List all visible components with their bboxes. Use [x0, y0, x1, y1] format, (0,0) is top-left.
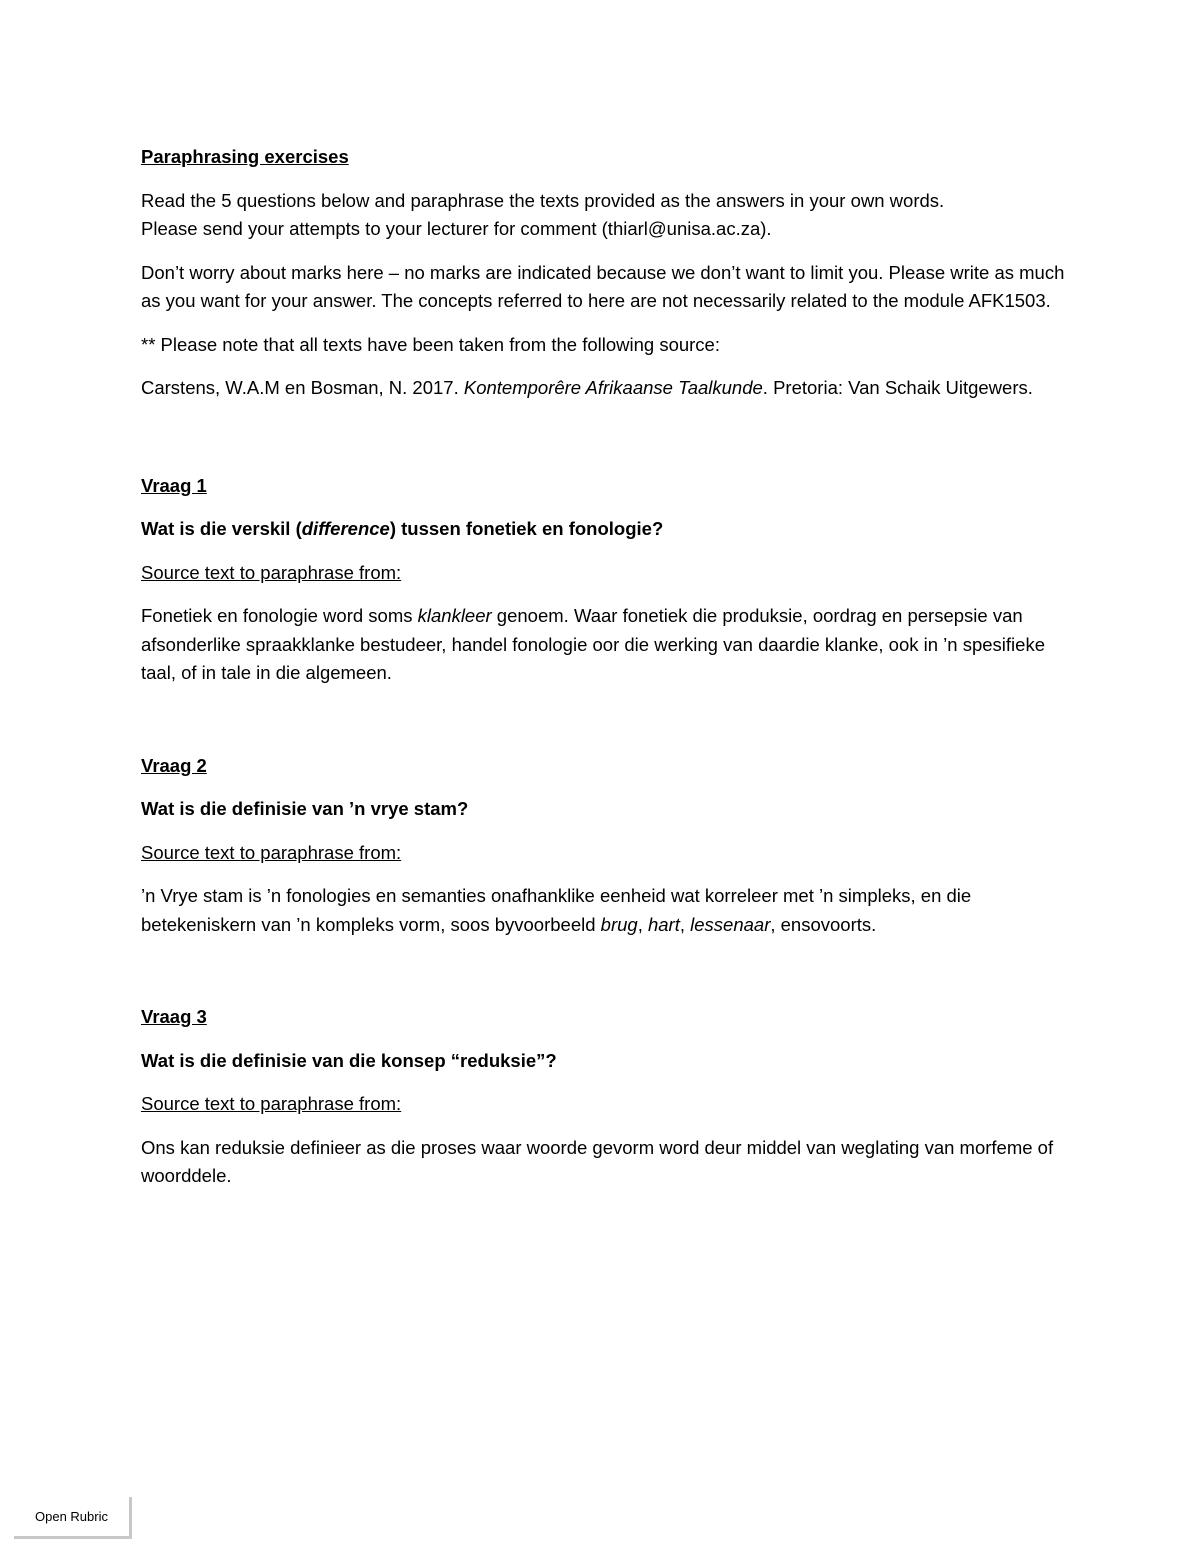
q2-sep-2: ,: [679, 913, 691, 935]
question-3-text: Wat is die definisie van die konsep “reduksie”?: [141, 1049, 557, 1071]
question-3-source-text: Ons kan reduksie definieer as die proses waar woorde gevorm word deur middel van weglating van morfeme of woorddele.: [141, 1136, 1054, 1186]
q1-text-italic: klankleer: [417, 605, 492, 626]
question-2-source-text: [141, 882, 1071, 939]
question-2-heading: Vraag 2: [141, 754, 207, 776]
q2-text-end: , ensovoorts.: [770, 913, 877, 935]
page-title: Paraphrasing exercises: [141, 146, 349, 167]
intro-line-1: Read the 5 questions below and paraphrase the texts provided as the answers in your own words.: [141, 189, 945, 211]
question-1-source-text: [141, 602, 1071, 688]
q2-example-2: hart: [647, 913, 680, 935]
question-2: [141, 752, 1071, 940]
question-3-source-label: Source text to paraphrase from:: [141, 1093, 402, 1114]
question-1: [141, 472, 1071, 688]
question-1-text: [141, 515, 1071, 544]
q2-sep-1: ,: [637, 913, 648, 935]
marks-note: Don’t worry about marks here – no marks are indicated because we don’t want to limit you. Please write as much as you want for your answer. The concepts referred to here are not necessarily related to the module AFK1503.: [141, 261, 1065, 311]
source-note: ** Please note that all texts have been taken from the following source:: [141, 333, 720, 355]
question-3-heading: Vraag 3: [141, 1006, 207, 1027]
question-3: [141, 1003, 1071, 1191]
q2-example-3: lessenaar: [690, 913, 771, 935]
document-body: [141, 143, 1071, 1206]
q1-text-end: genoem. Waar fonetiek die produksie, oordrag en persepsie van afsonderlike spraakklanke bestudeer, handel fonologie oor die werking van daardie klanke, ook in ’n spesifieke taal, of in tale in die algemeen.: [141, 605, 1045, 683]
question-1-source-label: Source text to paraphrase from:: [141, 561, 402, 583]
citation-book-title: Kontemporêre Afrikaanse Taalkunde: [463, 377, 763, 398]
question-1-text-start: Wat is die verskil (: [141, 518, 302, 539]
citation-publisher: . Pretoria: Van Schaik Uitgewers.: [762, 377, 1033, 398]
q1-text-start: Fonetiek en fonologie word soms: [141, 605, 418, 626]
intro-line-2: Please send your attempts to your lecturer for comment (thiarl@unisa.ac.za).: [141, 218, 772, 239]
question-1-heading: Vraag 1: [141, 474, 207, 496]
question-2-source-label: Source text to paraphrase from:: [141, 841, 402, 863]
citation: [141, 374, 1071, 403]
q2-example-1: brug: [600, 913, 638, 935]
q2-text-start: ’n Vrye stam is ’n fonologies en semanties onafhanklike eenheid wat korreleer met ’n simpleks, en die betekeniskern van ’n kompleks vorm, soos byvoorbeeld: [141, 885, 972, 935]
question-1-text-end: ) tussen fonetiek en fonologie?: [389, 518, 664, 539]
intro-paragraph: [141, 187, 1071, 244]
question-1-text-italic: difference: [301, 518, 390, 539]
open-rubric-button[interactable]: Open Rubric: [14, 1497, 132, 1539]
question-2-text: Wat is die definisie van ’n vrye stam?: [141, 798, 469, 819]
citation-authors: Carstens, W.A.M en Bosman, N. 2017.: [141, 377, 464, 398]
